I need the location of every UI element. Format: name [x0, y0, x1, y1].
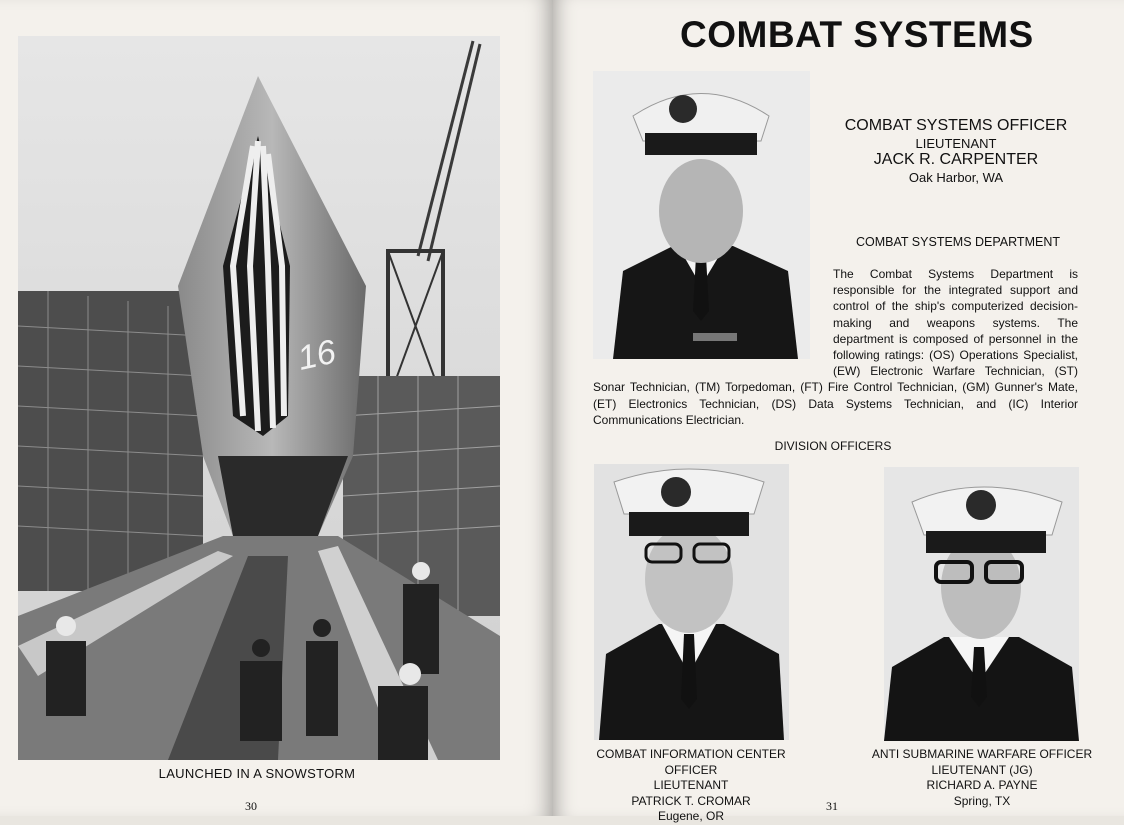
officer-portrait-payne	[884, 467, 1079, 741]
page-number: 31	[826, 799, 838, 813]
division-officer-hometown: Spring, TX	[953, 793, 1011, 808]
officer-caption	[832, 117, 1080, 185]
department-description	[593, 266, 1078, 428]
ship-launch-photo	[18, 36, 500, 760]
department-text: The Combat Systems Department is responsible for the integrated support and control of the ship's computerized decision-making and weapons systems. The department is composed of personnel in the following ratings: (OS) Operations Specialist, (EW) Electronic Warfare Technician, (ST) Sonar Technician, (TM) Torpedoman, (FT) Fire Control Technician, (GM) Gunner's Mate, (ET) Electronics Technician, (DS) Data Systems Technician, and (IC) Interior Communications Electrician.	[593, 267, 1078, 427]
division-officer-name: RICHARD A. PAYNE	[926, 778, 1038, 792]
officer-portrait-cromar	[594, 464, 789, 740]
officer-name: JACK R. CARPENTER	[873, 151, 1039, 169]
left-page	[0, 0, 553, 816]
division-officer-hometown: Eugene, OR	[657, 809, 725, 823]
page-title: COMBAT SYSTEMS	[680, 14, 1034, 55]
division-officer-role: COMBAT INFORMATION CENTER OFFICER	[596, 747, 786, 777]
officer-rank: LIEUTENANT	[915, 135, 997, 151]
department-title: COMBAT SYSTEMS DEPARTMENT	[856, 235, 1060, 249]
page-number: 30	[245, 799, 257, 813]
division-officers-heading: DIVISION OFFICERS	[774, 439, 892, 453]
officer-role: COMBAT SYSTEMS OFFICER	[844, 117, 1068, 134]
division-officer-caption-2	[866, 747, 1098, 809]
division-officer-role: ANTI SUBMARINE WARFARE OFFICER	[871, 747, 1093, 761]
division-officer-name: PATRICK T. CROMAR	[631, 793, 751, 808]
officer-hometown: Oak Harbor, WA	[908, 170, 1004, 186]
division-officer-rank: LIEUTENANT (JG)	[931, 762, 1033, 777]
hull-number: 16	[294, 332, 340, 378]
division-officer-caption-1	[572, 747, 810, 825]
photo-caption: LAUNCHED IN A SNOWSTORM	[158, 766, 356, 781]
text-wrap-spacer	[593, 266, 833, 364]
division-officer-rank: LIEUTENANT	[653, 778, 729, 792]
